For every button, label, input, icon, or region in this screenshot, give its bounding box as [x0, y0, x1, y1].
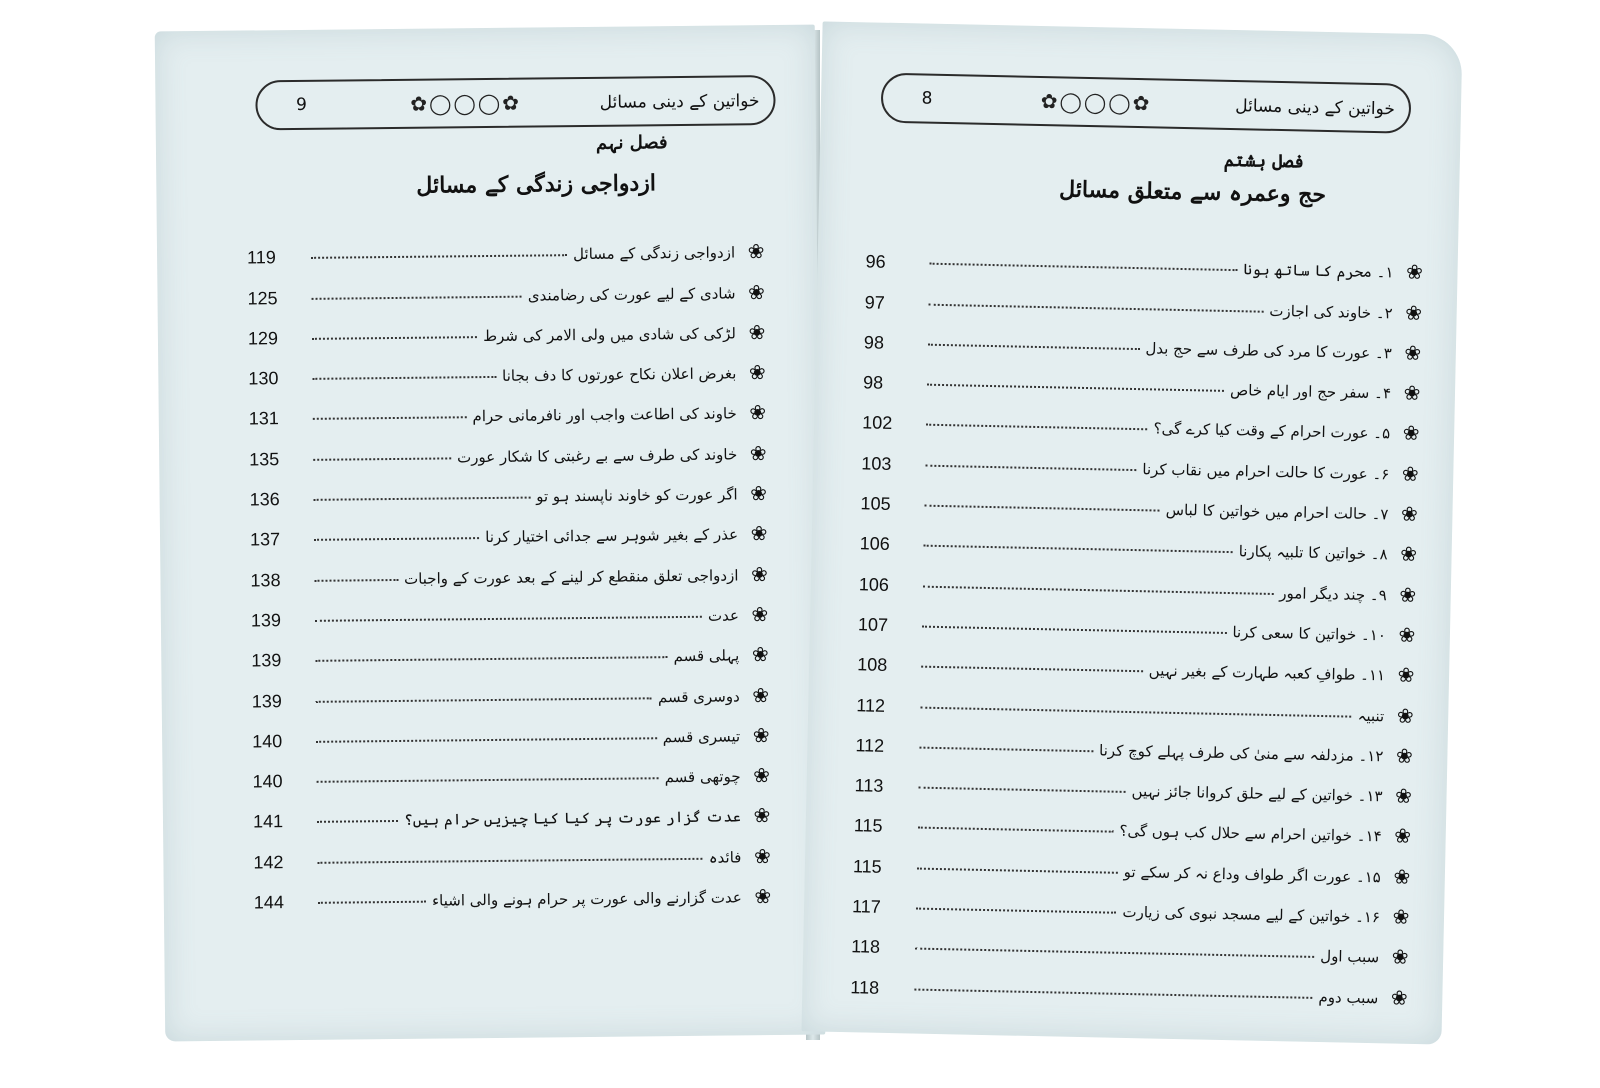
toc-page-number: 135 — [249, 448, 280, 470]
toc-page-number: 144 — [253, 892, 285, 913]
toc-title: عذر کے بغیر شوہر سے جدائی اختیار کرنا — [485, 525, 739, 547]
toc-page-number: 97 — [864, 291, 886, 313]
toc-page-number: 137 — [249, 529, 281, 550]
toc-title: ۹۔ چند دیگر امور — [1279, 583, 1387, 605]
flower-bullet-icon: ❀ — [1403, 380, 1421, 406]
dot-leader — [314, 537, 479, 541]
toc-page-number: 102 — [862, 412, 893, 434]
toc-title: ازدواجی زندگی کے مسائل — [573, 243, 736, 264]
dot-leader — [919, 787, 1126, 793]
chapter-heading: فصل ہشتم — [1223, 149, 1305, 173]
toc-page-number: 106 — [858, 573, 890, 595]
book-title: خواتین کے دینی مسائل — [1234, 95, 1396, 119]
toc-entry — [249, 465, 769, 511]
dot-leader — [924, 545, 1233, 553]
toc-page-number: 141 — [252, 811, 284, 832]
flower-bullet-icon: ❀ — [748, 360, 766, 385]
toc-page-number: 140 — [252, 731, 283, 752]
right-page — [801, 21, 1462, 1044]
flower-bullet-icon: ❀ — [1398, 622, 1416, 647]
toc-page-number: 139 — [251, 650, 282, 671]
dot-leader — [312, 295, 522, 299]
flower-bullet-icon: ❀ — [1401, 461, 1419, 486]
toc-page-number: 130 — [248, 368, 279, 389]
flower-bullet-icon: ❀ — [751, 642, 769, 667]
dot-leader — [930, 263, 1238, 271]
flower-bullet-icon: ❀ — [750, 481, 768, 506]
flower-bullet-icon: ❀ — [1393, 864, 1411, 889]
toc-title: ۱۳۔ خواتین کے لیے حلق کروانا جائز نہیں — [1131, 782, 1383, 806]
toc-entry — [251, 626, 771, 672]
toc-title: عدت گزارنے والی عورت پر حرام ہونے والی اشیاء — [431, 888, 742, 910]
dot-leader — [312, 336, 477, 340]
toc-title: عدت گزار عورت پر کیا کیا چیزیں حرام ہیں؟ — [403, 807, 742, 830]
flower-bullet-icon: ❀ — [750, 521, 768, 546]
dot-leader — [318, 901, 426, 904]
flower-bullet-icon: ❀ — [752, 722, 770, 748]
toc-title: ۲۔ خاوند کی اجازت — [1269, 301, 1393, 323]
flower-bullet-icon: ❀ — [750, 561, 768, 586]
toc-title: ۱۵۔ عورت اگر طواف وداع نہ کر سکے تو — [1123, 862, 1382, 887]
flower-bullet-icon: ❀ — [749, 400, 767, 425]
toc-title: شادی کے لیے عورت کی رضامندی — [527, 284, 736, 305]
toc-page-number: 96 — [865, 251, 886, 273]
toc-title: خاوند کی اطاعت واجب اور نافرمانی حرام — [472, 404, 737, 426]
toc-title: ۱۲۔ مزدلفہ سے منیٰ کی طرف پہلے کوچ کرنا — [1098, 741, 1384, 766]
flower-bullet-icon: ❀ — [1402, 421, 1420, 446]
dot-leader — [918, 827, 1114, 833]
dot-leader — [915, 948, 1314, 958]
toc-title: ۳۔ عورت کا مرد کی طرف سے حج بدل — [1145, 339, 1393, 363]
toc-title: ۱۴۔ خواتین احرام سے حلال کب ہوں گی؟ — [1119, 822, 1382, 846]
flower-bullet-icon: ❀ — [1394, 824, 1412, 849]
toc-page-number: 113 — [854, 775, 884, 797]
section-subject: ازدواجی زندگی کے مسائل — [416, 170, 657, 199]
dot-leader — [921, 666, 1143, 673]
flower-bullet-icon: ❀ — [754, 884, 772, 909]
chapter-heading: فصل نہم — [595, 132, 668, 154]
table-of-contents — [850, 232, 1426, 1009]
toc-entry — [248, 384, 768, 430]
left-page — [155, 25, 826, 1042]
flower-bullet-icon: ❀ — [748, 319, 766, 345]
toc-title: اگر عورت کو خاوند ناپسند ہو تو — [536, 485, 738, 506]
toc-entry — [250, 505, 770, 551]
dot-leader — [315, 616, 702, 622]
toc-title: پہلی قسم — [673, 646, 740, 666]
dot-leader — [914, 988, 1312, 998]
page-number: 8 — [921, 88, 933, 109]
table-of-contents — [247, 223, 774, 913]
toc-title: ۱۔ محرم کا ساتھ ہونا — [1243, 260, 1394, 282]
toc-entry — [251, 666, 771, 712]
dot-leader — [314, 497, 531, 501]
toc-title: ۵۔ عورت احرام کے وقت کیا کرے گی؟ — [1153, 419, 1391, 443]
toc-page-number: 131 — [248, 408, 279, 430]
flower-bullet-icon: ❀ — [753, 803, 771, 828]
toc-title: سبب دوم — [1318, 987, 1379, 1007]
toc-entry — [249, 425, 769, 471]
toc-page-number: 115 — [852, 855, 882, 877]
toc-title: ۱۶۔ خواتین کے لیے مسجد نبوی کی زیارت — [1122, 902, 1381, 927]
toc-page-number: 105 — [860, 493, 891, 515]
dot-leader — [929, 303, 1264, 312]
toc-page-number: 140 — [252, 771, 283, 792]
toc-page-number: 112 — [855, 735, 885, 756]
flower-bullet-icon: ❀ — [1390, 985, 1408, 1010]
dot-leader — [313, 457, 451, 460]
flower-bullet-icon: ❀ — [751, 602, 769, 627]
toc-title: ۱۰۔ خواتین کا سعی کرنا — [1232, 623, 1387, 645]
flower-bullet-icon: ❀ — [1391, 944, 1409, 970]
dot-leader — [919, 746, 1093, 752]
toc-title: دوسری قسم — [657, 686, 740, 706]
dot-leader — [316, 697, 652, 703]
toc-page-number: 117 — [851, 896, 882, 917]
dot-leader — [927, 384, 1224, 392]
toc-entry — [252, 707, 772, 753]
flower-bullet-icon: ❀ — [1392, 904, 1410, 929]
flower-bullet-icon: ❀ — [1405, 259, 1424, 285]
ornament-icon: ✿◯◯◯✿ — [1040, 88, 1152, 116]
toc-entry — [248, 304, 768, 350]
toc-page-number: 107 — [857, 614, 889, 635]
toc-page-number: 129 — [247, 328, 279, 349]
toc-page-number: 103 — [861, 453, 892, 474]
toc-page-number: 139 — [251, 690, 282, 712]
flower-bullet-icon: ❀ — [1397, 662, 1415, 688]
toc-title: خاوند کی طرف سے بے رغبتی کا شکار عورت — [457, 445, 738, 467]
toc-title: لڑکی کی شادی میں ولی الامر کی شرط — [483, 324, 737, 345]
toc-title: ۴۔ سفر حج اور ایام خاص — [1229, 381, 1392, 403]
dot-leader — [315, 656, 667, 662]
flower-bullet-icon: ❀ — [1395, 743, 1414, 768]
flower-bullet-icon: ❀ — [752, 682, 770, 707]
toc-page-number: 115 — [853, 815, 883, 837]
toc-entry — [252, 747, 772, 793]
toc-title: ۱۱۔ طوافِ کعبہ طہارت کے بغیر نہیں — [1148, 661, 1386, 685]
flower-bullet-icon: ❀ — [1404, 340, 1422, 365]
toc-title: فائدہ — [708, 848, 742, 867]
dot-leader — [920, 706, 1351, 717]
flower-bullet-icon: ❀ — [749, 440, 767, 466]
flower-bullet-icon: ❀ — [1400, 501, 1419, 527]
page-header — [881, 73, 1412, 134]
dot-leader — [916, 908, 1116, 914]
toc-title: سبب اول — [1320, 947, 1380, 967]
flower-bullet-icon: ❀ — [1394, 783, 1413, 809]
dot-leader — [928, 344, 1140, 350]
toc-entry — [247, 263, 767, 309]
toc-title: ۶۔ عورت کا حالت احرام میں نقاب کرنا — [1142, 459, 1390, 484]
dot-leader — [925, 505, 1160, 512]
dot-leader — [316, 737, 657, 743]
flower-bullet-icon: ❀ — [1399, 582, 1417, 607]
toc-entry — [253, 828, 773, 874]
dot-leader — [926, 424, 1147, 431]
toc-title: چوتھی قسم — [664, 767, 741, 787]
dot-leader — [312, 376, 496, 380]
flower-bullet-icon: ❀ — [753, 843, 771, 869]
dot-leader — [917, 867, 1118, 873]
toc-page-number: 118 — [850, 976, 880, 998]
dot-leader — [317, 820, 398, 823]
toc-title: ۷۔ حالت احرام میں خواتین کا لباس — [1165, 500, 1389, 524]
dot-leader — [313, 417, 467, 421]
toc-title: بغرض اعلان نکاح عورتوں کا دف بجانا — [502, 364, 737, 386]
book-title: خواتین کے دینی مسائل — [599, 90, 760, 113]
toc-page-number: 138 — [250, 569, 281, 591]
toc-title: تیسری قسم — [662, 727, 741, 747]
toc-title: ۸۔ خواتین کا تلبیہ پکارنا — [1238, 542, 1388, 564]
page-header — [255, 75, 775, 130]
dot-leader — [925, 464, 1136, 470]
toc-entry — [253, 787, 773, 833]
toc-entry — [254, 868, 774, 914]
toc-page-number: 98 — [863, 332, 885, 353]
toc-entry — [251, 586, 771, 632]
dot-leader — [317, 858, 702, 864]
flower-bullet-icon: ❀ — [747, 279, 765, 304]
toc-page-number: 108 — [856, 654, 888, 676]
dot-leader — [311, 254, 567, 259]
toc-page-number: 142 — [253, 851, 284, 873]
toc-entry — [248, 344, 768, 390]
dot-leader — [923, 585, 1274, 594]
flower-bullet-icon: ❀ — [753, 763, 771, 788]
ornament-icon: ✿◯◯◯✿ — [410, 90, 522, 116]
toc-page-number: 136 — [249, 489, 280, 510]
dot-leader — [922, 626, 1226, 634]
toc-page-number: 112 — [856, 694, 886, 716]
section-subject: حج وعمرہ سے متعلق مسائل — [1058, 176, 1327, 208]
toc-page-number: 139 — [250, 610, 282, 631]
page-number: 9 — [295, 94, 308, 116]
dot-leader — [317, 777, 659, 783]
flower-bullet-icon: ❀ — [1405, 300, 1423, 325]
toc-page-number: 106 — [859, 533, 890, 555]
flower-bullet-icon: ❀ — [747, 239, 765, 264]
dot-leader — [314, 579, 398, 582]
flower-bullet-icon: ❀ — [1399, 541, 1418, 567]
toc-page-number: 125 — [247, 287, 278, 309]
toc-page-number: 118 — [851, 936, 881, 958]
toc-entry — [250, 545, 770, 591]
toc-entry — [247, 223, 767, 269]
toc-page-number: 119 — [247, 247, 276, 268]
toc-title: عدت — [707, 606, 739, 625]
toc-page-number: 98 — [862, 372, 884, 393]
toc-title: تنبیہ — [1357, 706, 1385, 725]
flower-bullet-icon: ❀ — [1396, 703, 1414, 728]
toc-title: ازدواجی تعلق منقطع کر لینے کے بعد عورت کے واجبات — [403, 566, 739, 588]
